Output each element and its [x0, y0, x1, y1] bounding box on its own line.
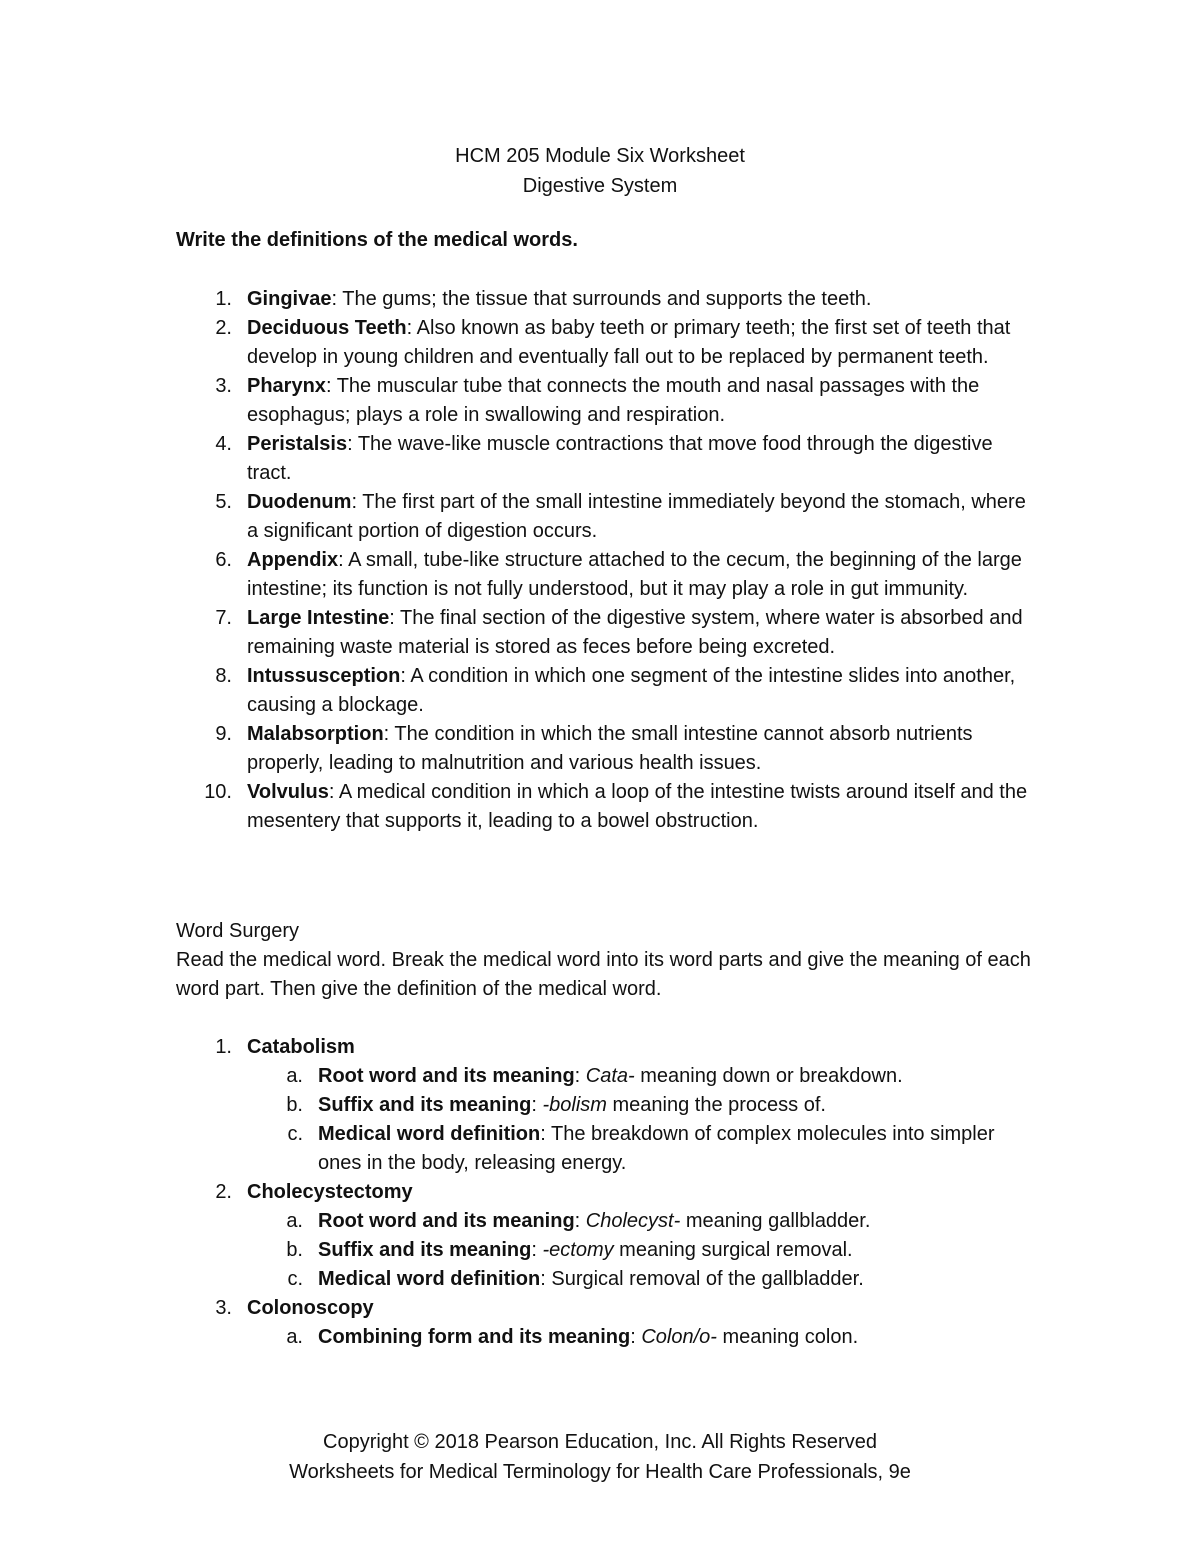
definition-text: The final section of the digestive system, where water is absorbed and remaining waste material is stored as feces before being excreted.: [247, 607, 1023, 658]
definition-text: A medical condition in which a loop of the intestine twists around itself and the mesentery that supports it, leading to a bowel obstruction.: [247, 781, 1028, 832]
definition-text: A condition in which one segment of the intestine slides into another, causing a blockage.: [247, 665, 1016, 716]
term: Pharynx: [247, 375, 326, 397]
part-colon: :: [531, 1094, 543, 1116]
word-part-item: [247, 1265, 1036, 1294]
definition-item: [176, 314, 1036, 372]
term: Peristalsis: [247, 433, 348, 455]
word-surgery-item: [176, 1033, 1036, 1178]
part-label: Root word and its meaning: [318, 1210, 575, 1232]
word-part-item: [247, 1120, 1036, 1178]
term-colon: :: [383, 723, 390, 745]
word-parts-list: [247, 1323, 1036, 1352]
part-meaning: meaning gallbladder.: [680, 1210, 871, 1232]
medical-word: Cholecystectomy: [247, 1181, 413, 1203]
definitions-list: [176, 285, 1036, 836]
part-letter: b.: [286, 1239, 303, 1261]
definition-text: A small, tube-like structure attached to the cecum, the beginning of the large intestine; its function is not fully understood, but it may play a role in gut immunity.: [247, 549, 1022, 600]
page-title: HCM 205 Module Six Worksheet: [455, 145, 745, 167]
part-label: Medical word definition: [318, 1268, 541, 1290]
part-label: Medical word definition: [318, 1123, 541, 1145]
part-colon: :: [531, 1239, 543, 1261]
term: Intussusception: [247, 665, 401, 687]
part-meaning: meaning down or breakdown.: [634, 1065, 903, 1087]
word-parts-list: [247, 1207, 1036, 1294]
term-colon: :: [331, 288, 338, 310]
word-surgery-instruction: Read the medical word. Break the medical word into its word parts and give the meaning of each word part. Then give the definition of the medical word.: [176, 949, 1031, 1000]
definition-item: [176, 720, 1036, 778]
item-number: 1.: [215, 288, 232, 310]
book-title-line: Worksheets for Medical Terminology for Health Care Professionals, 9e: [289, 1461, 911, 1483]
definition-item: [176, 372, 1036, 430]
part-meaning: Surgical removal of the gallbladder.: [551, 1268, 864, 1290]
medical-word: Catabolism: [247, 1036, 355, 1058]
word-part-item: [247, 1062, 1036, 1091]
term: Gingivae: [247, 288, 332, 310]
word-surgery-item: [176, 1178, 1036, 1294]
term: Volvulus: [247, 781, 329, 803]
item-number: 9.: [215, 723, 232, 745]
part-letter: c.: [287, 1123, 303, 1145]
word-surgery-section: [176, 917, 1036, 1352]
term: Large Intestine: [247, 607, 390, 629]
definition-text: The gums; the tissue that surrounds and supports the teeth.: [337, 288, 872, 310]
word-surgery-list: [176, 1033, 1036, 1352]
part-letter: c.: [287, 1268, 303, 1290]
term-colon: :: [325, 375, 332, 397]
copyright-line: Copyright © 2018 Pearson Education, Inc. All Rights Reserved: [323, 1431, 877, 1453]
term: Deciduous Teeth: [247, 317, 407, 339]
item-number: 3.: [215, 1297, 232, 1319]
part-colon: :: [540, 1268, 552, 1290]
part-colon: :: [574, 1210, 586, 1232]
medical-word: Colonoscopy: [247, 1297, 374, 1319]
item-number: 1.: [215, 1036, 232, 1058]
word-part: -bolism: [542, 1094, 607, 1116]
word-surgery-item: [176, 1294, 1036, 1352]
definition-text: The wave-like muscle contractions that move food through the digestive tract.: [247, 433, 993, 484]
definitions-instruction: Write the definitions of the medical words.: [176, 229, 578, 251]
term-colon: :: [328, 781, 335, 803]
definition-text: Also known as baby teeth or primary teeth; the first set of teeth that develop in young children and eventually fall out to be replaced by permanent teeth.: [247, 317, 1011, 368]
definition-text: The first part of the small intestine immediately beyond the stomach, where a significant portion of digestion occurs.: [247, 491, 1026, 542]
item-number: 3.: [215, 375, 232, 397]
term-colon: :: [338, 549, 344, 571]
definition-item: [176, 430, 1036, 488]
word-part-item: [247, 1236, 1036, 1265]
part-letter: a.: [286, 1210, 303, 1232]
term: Duodenum: [247, 491, 352, 513]
page-footer: [0, 1427, 1200, 1487]
part-meaning: meaning surgical removal.: [613, 1239, 853, 1261]
definition-item: [176, 285, 1036, 314]
term: Appendix: [247, 549, 339, 571]
part-letter: a.: [286, 1065, 303, 1087]
definition-item: [176, 488, 1036, 546]
definition-item: [176, 778, 1036, 836]
word-part: Cata-: [585, 1065, 635, 1087]
item-number: 4.: [215, 433, 232, 455]
word-surgery-heading: Word Surgery: [176, 920, 300, 942]
item-number: 2.: [215, 317, 232, 339]
definition-item: [176, 662, 1036, 720]
word-part: Cholecyst-: [585, 1210, 681, 1232]
part-colon: :: [630, 1326, 642, 1348]
word-part: -ectomy: [542, 1239, 614, 1261]
word-part-item: [247, 1091, 1036, 1120]
term-colon: :: [400, 665, 406, 687]
term: Malabsorption: [247, 723, 384, 745]
item-number: 5.: [215, 491, 232, 513]
term-colon: :: [389, 607, 395, 629]
term-colon: :: [347, 433, 353, 455]
part-label: Root word and its meaning: [318, 1065, 575, 1087]
item-number: 6.: [215, 549, 232, 571]
item-number: 8.: [215, 665, 232, 687]
definition-text: The muscular tube that connects the mouth and nasal passages with the esophagus; plays a role in swallowing and respiration.: [247, 375, 980, 426]
item-number: 10.: [204, 781, 232, 803]
part-label: Suffix and its meaning: [318, 1239, 532, 1261]
part-label: Combining form and its meaning: [318, 1326, 631, 1348]
title-block: [0, 141, 1200, 201]
item-number: 2.: [215, 1181, 232, 1203]
word-part-item: [247, 1323, 1036, 1352]
page-subtitle: Digestive System: [522, 175, 678, 197]
term-colon: :: [406, 317, 413, 339]
definition-item: [176, 604, 1036, 662]
definition-text: The condition in which the small intestine cannot absorb nutrients properly, leading to malnutrition and various health issues.: [247, 723, 973, 774]
part-label: Suffix and its meaning: [318, 1094, 532, 1116]
part-meaning: The breakdown of complex molecules into simpler ones in the body, releasing energy.: [318, 1123, 995, 1174]
part-meaning: meaning colon.: [716, 1326, 859, 1348]
term-colon: :: [351, 491, 357, 513]
part-letter: a.: [286, 1326, 303, 1348]
word-parts-list: [247, 1062, 1036, 1178]
part-colon: :: [540, 1123, 551, 1145]
word-part-item: [247, 1207, 1036, 1236]
part-meaning: meaning the process of.: [606, 1094, 826, 1116]
part-letter: b.: [286, 1094, 303, 1116]
part-colon: :: [574, 1065, 586, 1087]
definition-item: [176, 546, 1036, 604]
item-number: 7.: [215, 607, 232, 629]
word-part: Colon/o-: [641, 1326, 717, 1348]
